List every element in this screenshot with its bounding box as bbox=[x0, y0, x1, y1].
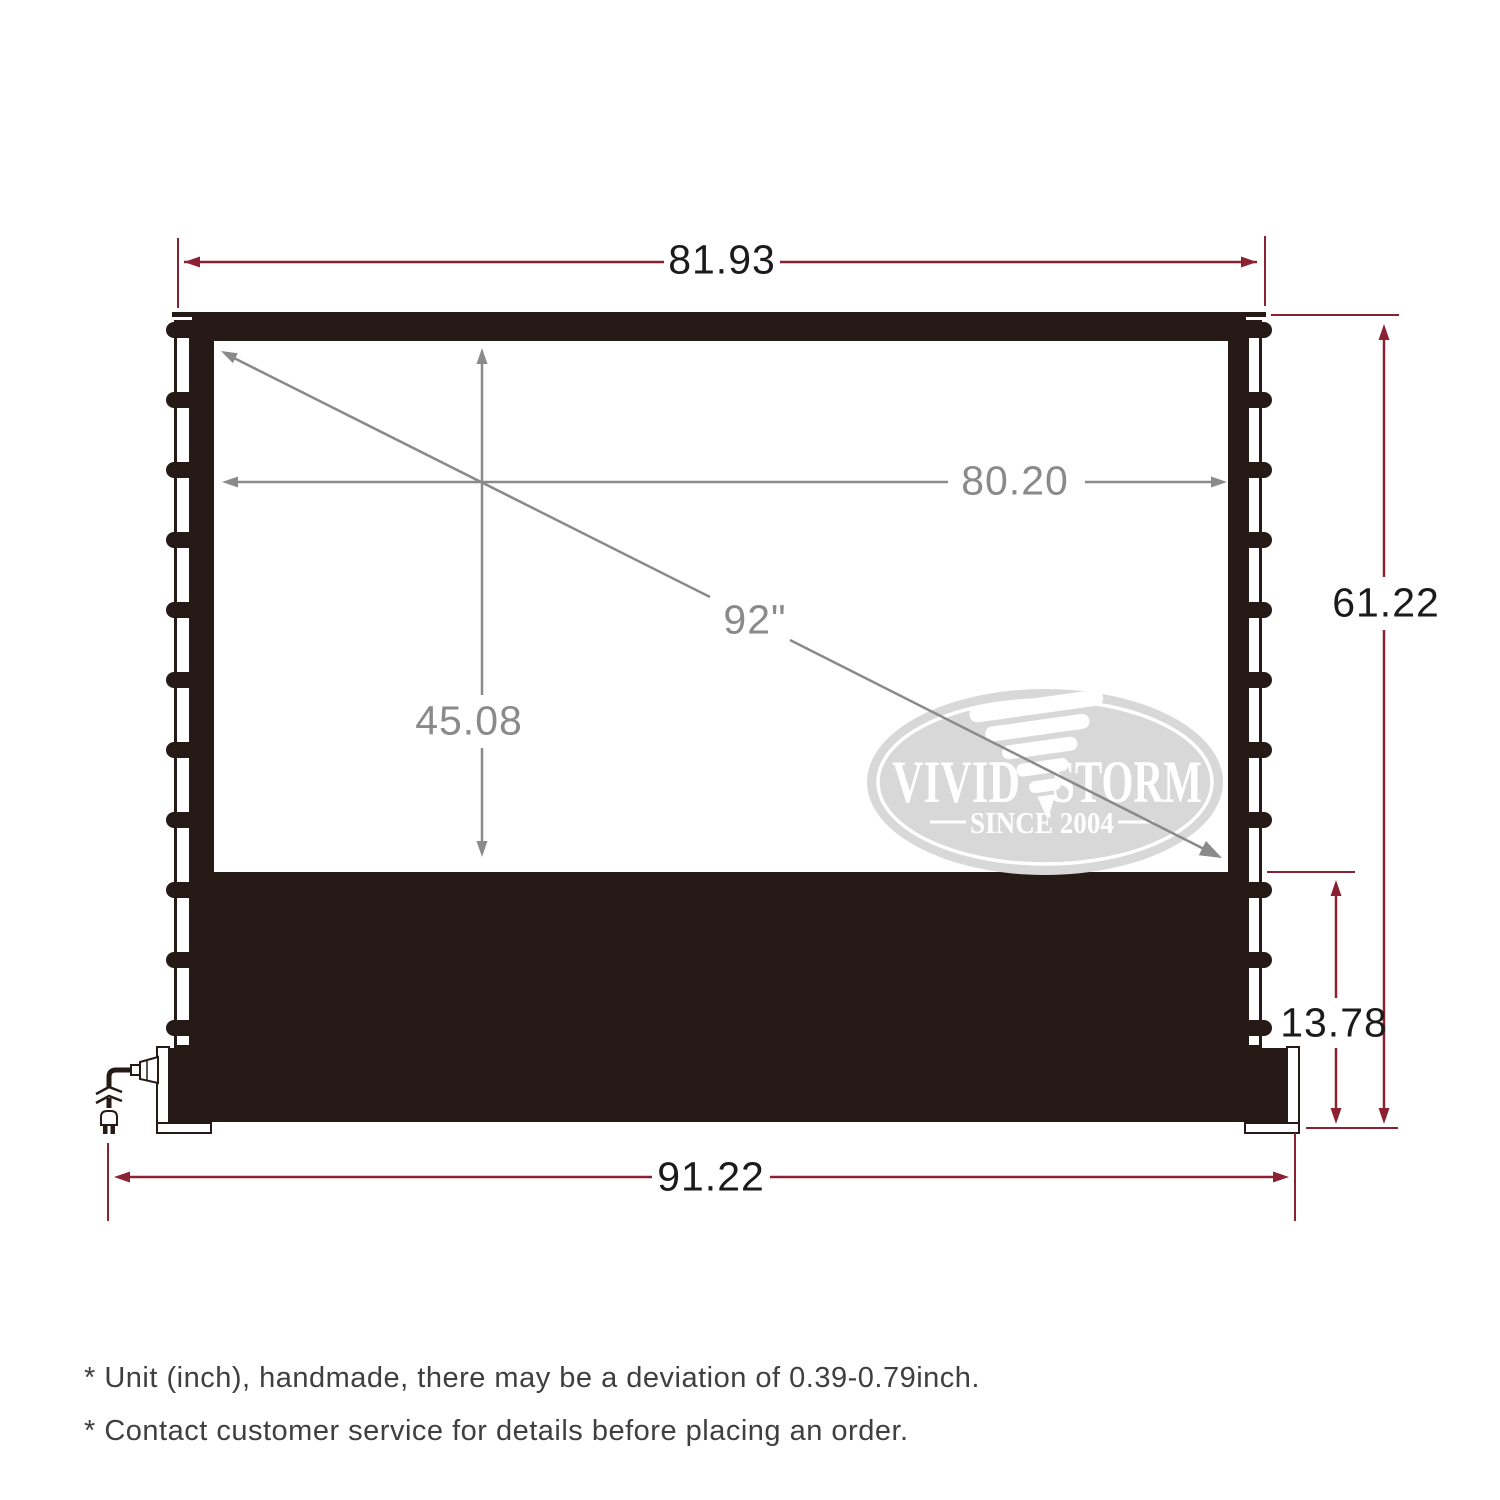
rod-knob bbox=[166, 602, 200, 618]
viewable-height-value: 45.08 bbox=[415, 697, 523, 744]
footnotes bbox=[84, 1352, 980, 1458]
rod-knob bbox=[1238, 952, 1272, 968]
rod-knob bbox=[1238, 742, 1272, 758]
watermark-brand-word-2: STORM bbox=[1052, 749, 1202, 815]
rod-knob bbox=[166, 742, 200, 758]
diagonal-dimension-line bbox=[221, 351, 1222, 858]
watermark-tagline: SINCE 2004 bbox=[970, 805, 1114, 840]
viewable-width-dimension-line bbox=[222, 477, 1227, 488]
rod-knob bbox=[166, 322, 200, 338]
rod-knob bbox=[1238, 322, 1272, 338]
rod-knob bbox=[1238, 812, 1272, 828]
rod-knob bbox=[166, 812, 200, 828]
viewable-width-value: 80.20 bbox=[961, 457, 1069, 504]
brand-watermark-logo bbox=[867, 689, 1223, 875]
rod-knob bbox=[166, 392, 200, 408]
footnote-contact-service: * Contact customer service for details before placing an order. bbox=[84, 1415, 909, 1447]
rod-knob bbox=[166, 952, 200, 968]
rod-knob bbox=[1238, 532, 1272, 548]
base-width-value: 91.22 bbox=[657, 1153, 765, 1200]
rod-knob bbox=[166, 532, 200, 548]
left-rod-knobs bbox=[166, 322, 200, 1036]
rod-knob bbox=[1238, 672, 1272, 688]
rod-knob bbox=[166, 462, 200, 478]
rod-knob bbox=[166, 882, 200, 898]
rod-knob bbox=[1238, 602, 1272, 618]
rod-knob bbox=[1238, 392, 1272, 408]
rod-knob bbox=[166, 1020, 200, 1036]
rod-knob bbox=[1238, 1020, 1272, 1036]
diagonal-value: 92" bbox=[723, 596, 787, 643]
right-rod-knobs bbox=[1238, 322, 1272, 1036]
rod-knob bbox=[1238, 882, 1272, 898]
rod-knob bbox=[166, 672, 200, 688]
power-plug-icon bbox=[96, 1057, 158, 1134]
viewable-height-dimension-line bbox=[477, 348, 488, 857]
base-height-value: 13.78 bbox=[1280, 999, 1388, 1046]
watermark-brand-word-1: VIVID bbox=[892, 749, 1020, 815]
rod-knob bbox=[1238, 462, 1272, 478]
footnote-unit-deviation: * Unit (inch), handmade, there may be a deviation of 0.39-0.79inch. bbox=[84, 1362, 980, 1394]
overall-height-value: 61.22 bbox=[1332, 579, 1440, 626]
frame-width-value: 81.93 bbox=[668, 236, 776, 283]
